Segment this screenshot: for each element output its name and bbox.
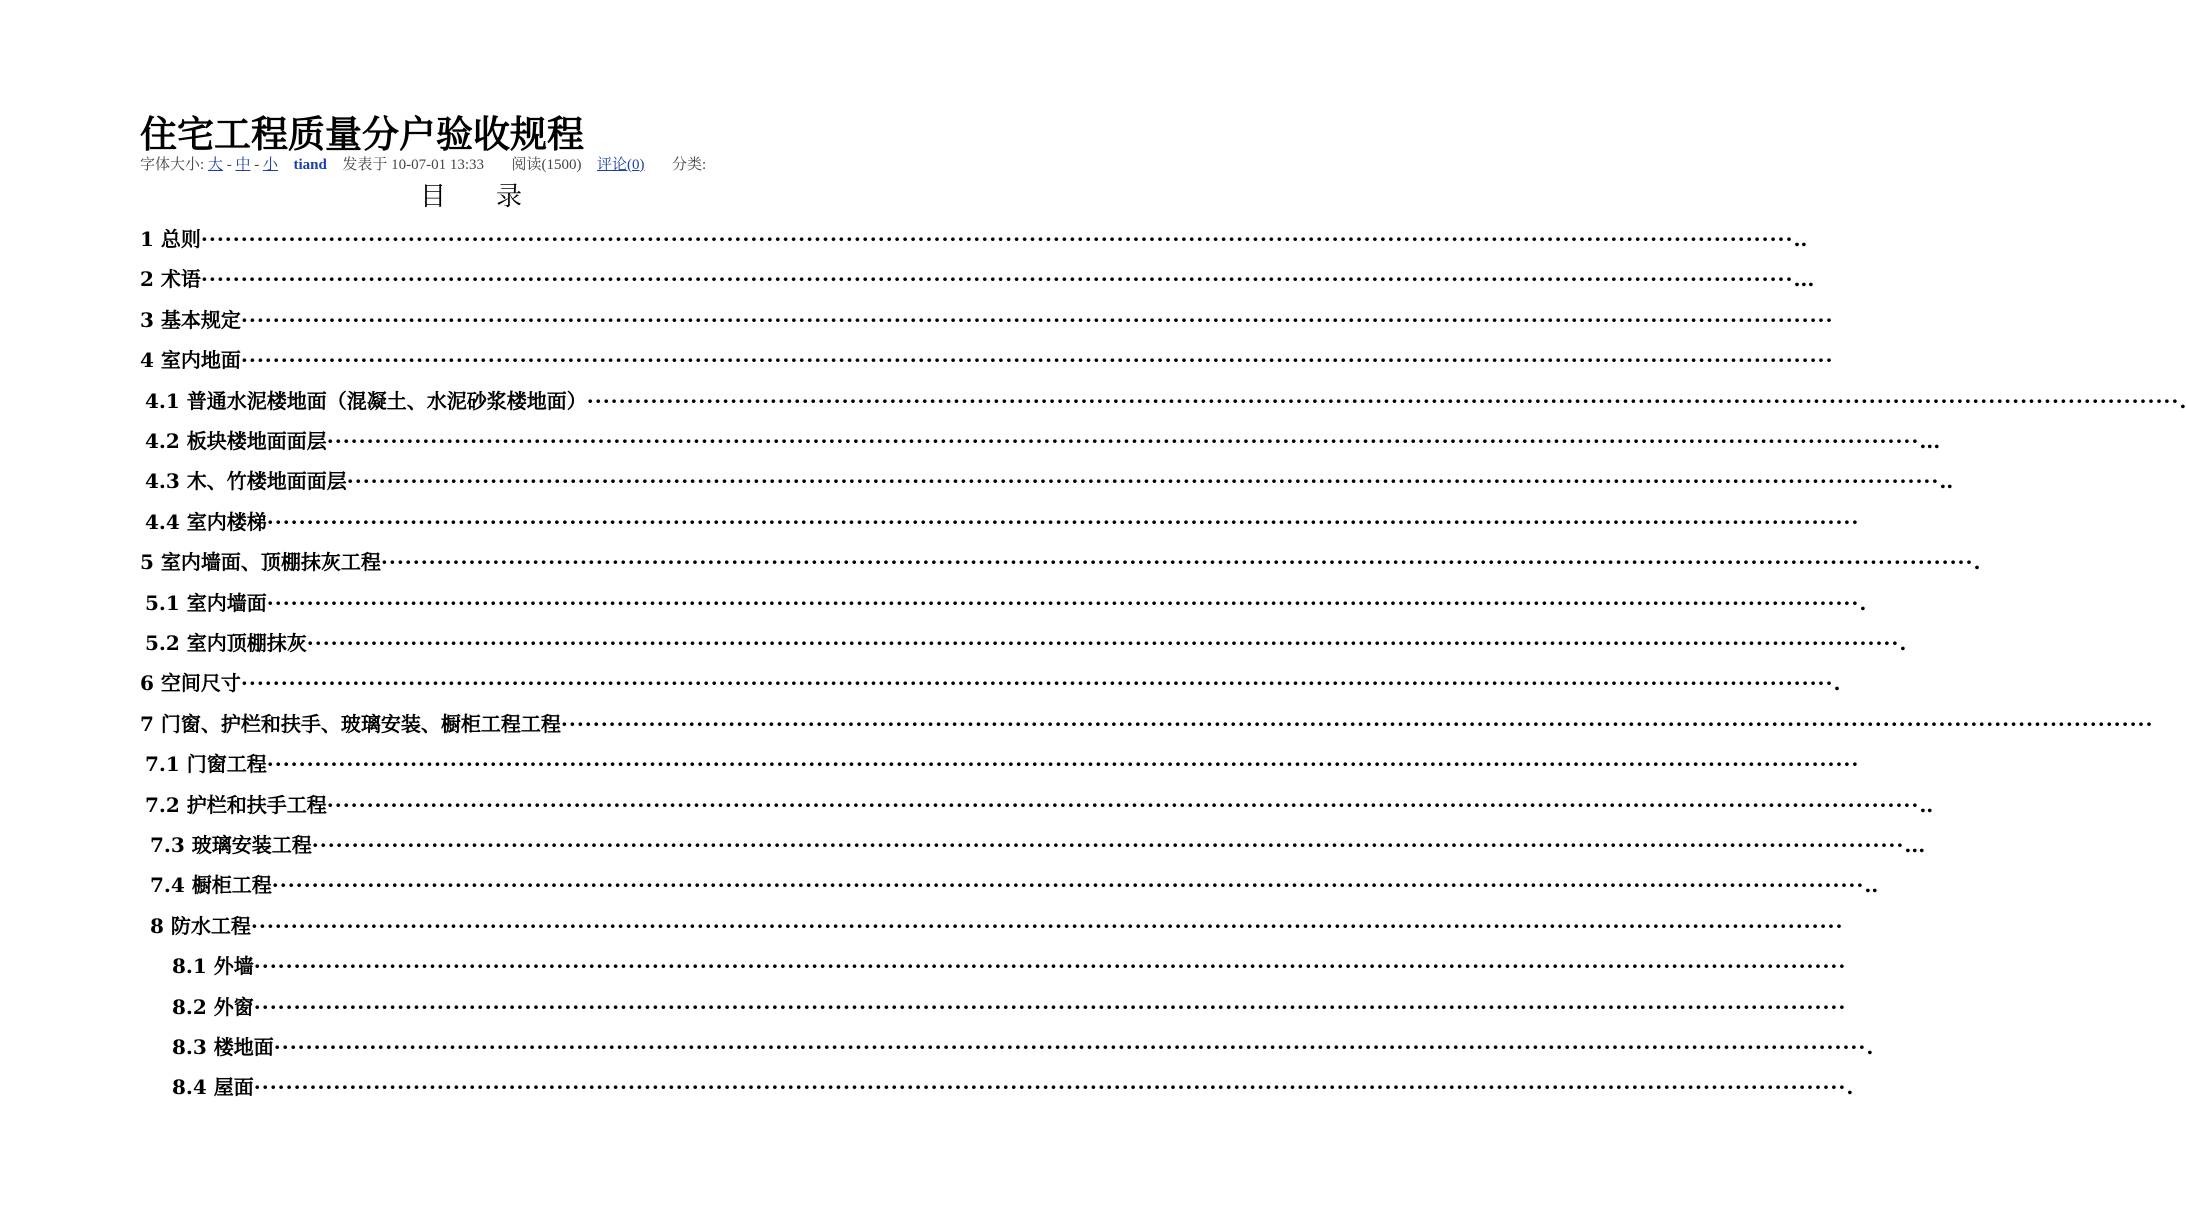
toc-entry-label: 7.1 门窗工程 [145, 752, 267, 777]
font-size-large-link[interactable]: 大 [207, 157, 223, 173]
toc-dot-leader: ········································································································································································································ [266, 752, 1860, 777]
toc-dot-leader: ········································································································································································································ [560, 711, 2154, 736]
toc-dot-leader: ········································································································································································································ [311, 833, 1905, 857]
toc-entry[interactable] [140, 549, 1981, 575]
toc-dot-leader: ········································································································································································································ [200, 227, 1794, 251]
toc-entry-label: 5.2 室内顶棚抹灰 [145, 631, 307, 655]
toc-entry-label: 4 室内地面 [140, 348, 241, 373]
toc-entry-tail: . [1833, 671, 1841, 696]
toc-entry-label: 7.2 护栏和扶手工程 [145, 792, 327, 817]
toc-entry[interactable] [145, 509, 1860, 535]
toc-entry-tail: .. [1793, 227, 1808, 251]
toc-entry[interactable] [150, 872, 1879, 898]
toc-heading-left: 目 [420, 182, 449, 212]
published-time: 10-07-01 13:33 [391, 157, 485, 173]
toc-entry-label: 8.2 外窗 [172, 994, 254, 1019]
toc-dot-leader: ········································································································································································································ [253, 994, 1847, 1019]
toc-entry-tail: ... [1904, 833, 1926, 857]
toc-entry[interactable] [172, 1034, 1874, 1060]
toc-entry-label: 5 室内墙面、顶棚抹灰工程 [140, 550, 381, 575]
toc-dot-leader: ········································································································································································································ [273, 1035, 1867, 1059]
toc-dot-leader: ········································································································································································································ [271, 873, 1865, 898]
toc-entry[interactable] [172, 994, 1847, 1020]
toc-dot-leader: ········································································································································································································ [200, 267, 1794, 292]
category-label: 分类: [672, 157, 707, 173]
toc-entry-label: 3 基本规定 [140, 307, 241, 332]
font-size-label: 字体大小: [140, 157, 205, 173]
author-link[interactable]: tiand [293, 157, 327, 173]
toc-entry-label: 4.1 普通水泥楼地面（混凝土、水泥砂浆楼地面） [145, 388, 587, 413]
toc-entry-label: 6 空间尺寸 [140, 671, 241, 696]
toc-entry-label: 4.2 板块楼地面面层 [145, 429, 327, 453]
toc-entry[interactable] [145, 792, 1934, 818]
font-size-medium-link[interactable]: 中 [235, 157, 251, 173]
toc-heading [420, 180, 524, 214]
toc-entry-tail: .. [1919, 792, 1934, 817]
toc-entry-tail: . [1846, 1075, 1854, 1100]
toc-entry[interactable] [140, 226, 1808, 252]
toc-entry-tail: . [1866, 1035, 1874, 1059]
toc-dot-leader: ········································································································································································································ [306, 631, 1900, 655]
font-size-small-link[interactable]: 小 [262, 157, 278, 173]
toc-entry[interactable] [172, 953, 1847, 979]
toc-entry[interactable] [145, 388, 2186, 414]
toc-dot-leader: ········································································································································································································ [380, 550, 1974, 575]
toc-entry-label: 1 总则 [140, 227, 201, 251]
toc-entry-label: 4.3 木、竹楼地面面层 [145, 469, 347, 494]
toc-entry-label: 8.1 外墙 [172, 954, 254, 979]
toc-entry[interactable] [150, 832, 1926, 858]
toc-entry-label: 7.4 橱柜工程 [150, 873, 272, 898]
toc-dot-leader: ········································································································································································································ [240, 348, 1834, 373]
toc-entry[interactable] [172, 1074, 1854, 1100]
toc-entry[interactable] [140, 711, 2154, 737]
toc-entry-label: 4.4 室内楼梯 [145, 509, 267, 534]
toc-dot-leader: ········································································································································································································ [326, 429, 1920, 453]
toc-entry-label: 8 防水工程 [150, 913, 251, 938]
separator: - [254, 157, 260, 173]
post-meta [140, 155, 706, 175]
toc-entry-tail: ... [1919, 429, 1941, 453]
toc-dot-leader: ········································································································································································································ [266, 590, 1860, 615]
toc-entry-tail: . [1899, 631, 1907, 655]
toc-heading-right: 录 [496, 182, 525, 212]
comment-link[interactable]: 评论(0) [597, 157, 645, 173]
toc-entry[interactable] [140, 670, 1841, 696]
toc-dot-leader: ········································································································································································································ [240, 671, 1834, 696]
toc-entry-label: 2 术语 [140, 267, 201, 292]
toc-entry-tail: .. [1939, 469, 1954, 494]
toc-entry[interactable] [140, 347, 1834, 373]
toc-entry-label: 5.1 室内墙面 [145, 590, 267, 615]
toc-entry-tail: . [1859, 590, 1867, 615]
toc-entry-label: 8.4 屋面 [172, 1075, 254, 1100]
toc-entry-tail: . [1973, 550, 1981, 575]
toc-dot-leader: ········································································································································································································ [326, 792, 1920, 817]
toc-dot-leader: ········································································································································································································ [586, 388, 2180, 413]
toc-dot-leader: ········································································································································································································ [346, 469, 1940, 494]
toc-dot-leader: ········································································································································································································ [253, 1075, 1847, 1100]
toc-entry[interactable] [140, 266, 1815, 292]
toc-dot-leader: ········································································································································································································ [240, 307, 1834, 332]
toc-entry[interactable] [145, 428, 1941, 454]
toc-entry[interactable] [145, 751, 1860, 777]
toc-entry[interactable] [145, 468, 1954, 494]
toc-entry-tail: . [2179, 388, 2186, 413]
toc-entry-label: 8.3 楼地面 [172, 1035, 274, 1059]
page-title: 住宅工程质量分户验收规程 [140, 113, 584, 156]
toc-dot-leader: ········································································································································································································ [250, 913, 1844, 938]
published-label: 发表于 [342, 157, 388, 173]
separator: - [226, 157, 232, 173]
read-count: 阅读(1500) [511, 157, 582, 173]
toc-entry-label: 7.3 玻璃安装工程 [150, 833, 312, 857]
toc-entry-label: 7 门窗、护栏和扶手、玻璃安装、橱柜工程工程 [140, 711, 561, 736]
toc-entry[interactable] [145, 590, 1867, 616]
toc-entry-tail: .. [1864, 873, 1879, 898]
toc-entry-tail: ... [1793, 267, 1815, 292]
toc-entry[interactable] [140, 307, 1834, 333]
toc-dot-leader: ········································································································································································································ [253, 954, 1847, 979]
toc-entry[interactable] [145, 630, 1907, 656]
toc-dot-leader: ········································································································································································································ [266, 509, 1860, 534]
toc-entry[interactable] [150, 913, 1844, 939]
